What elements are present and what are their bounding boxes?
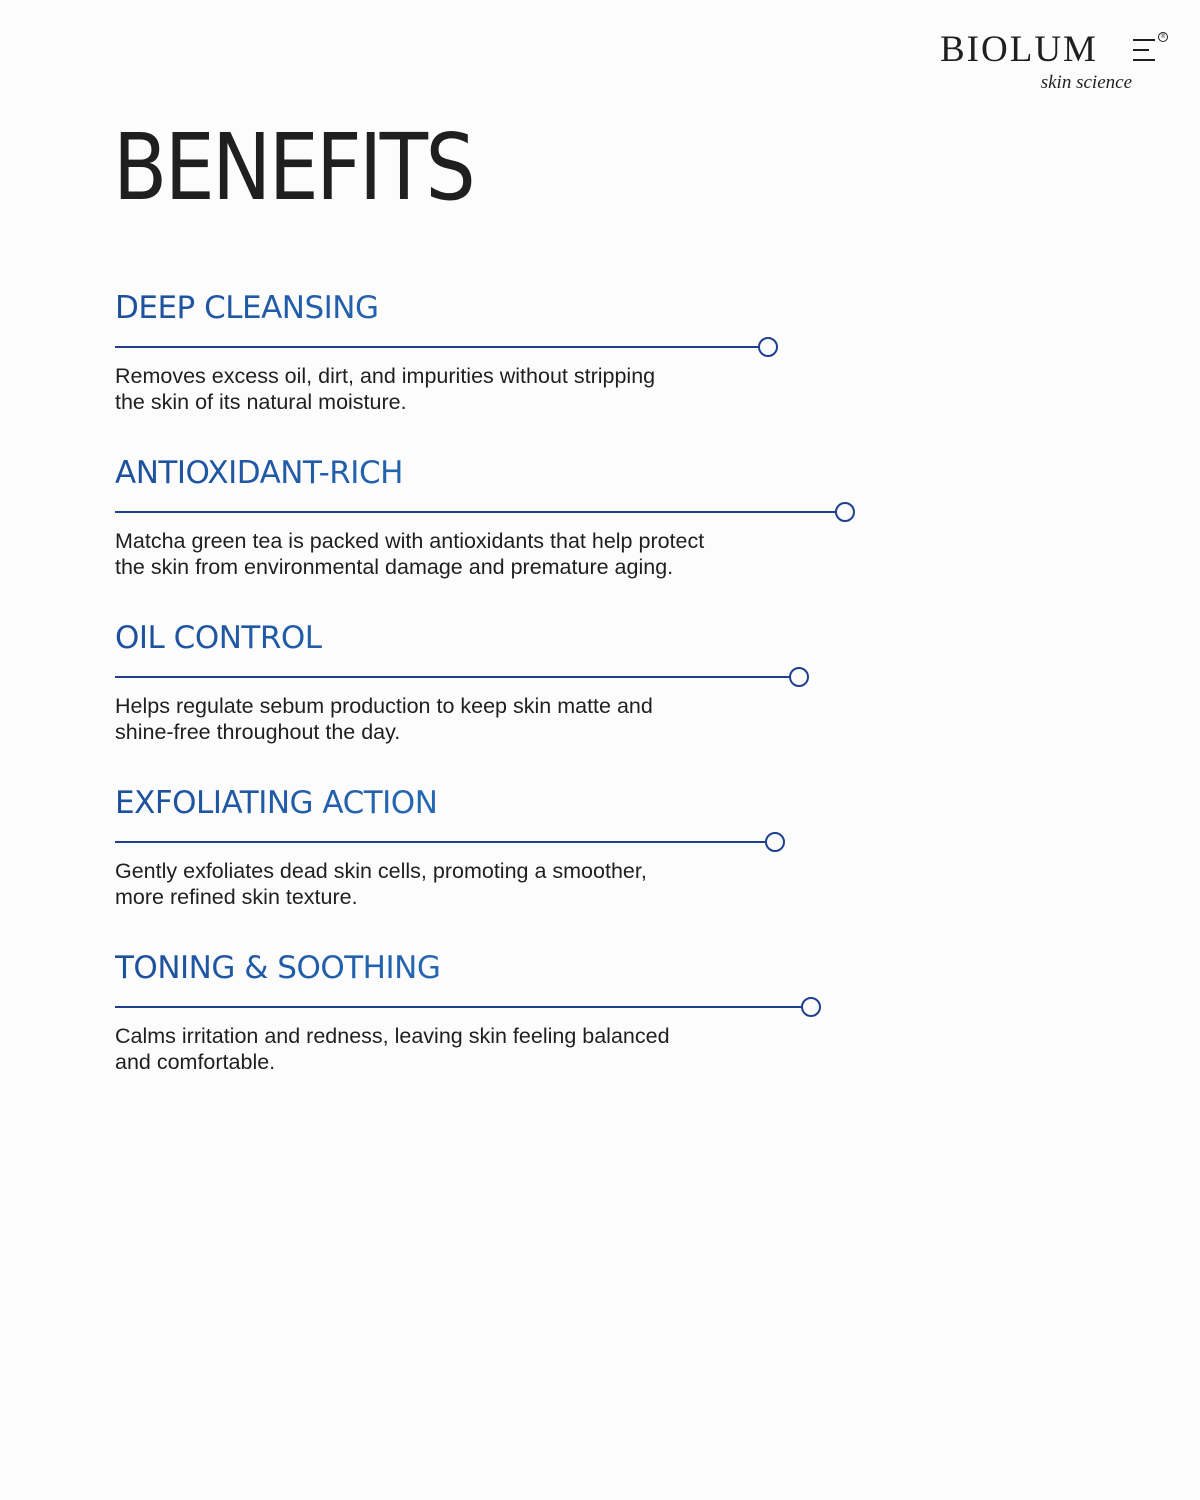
benefit-divider: [115, 502, 704, 522]
benefit-divider: [115, 667, 653, 687]
benefit-description-line: and comfortable.: [115, 1050, 276, 1074]
benefit-description-line: more refined skin texture.: [115, 885, 358, 909]
brand-logo: [940, 30, 1170, 100]
benefit-description-line: Helps regulate sebum production to keep skin matte and: [115, 694, 653, 718]
divider-circle-icon: [758, 337, 778, 357]
benefit-heading: EXFOLIATING ACTION: [115, 785, 647, 821]
benefit-heading: OIL CONTROL: [115, 620, 653, 656]
benefit-description-line: the skin of its natural moisture.: [115, 390, 407, 414]
divider-circle-icon: [789, 667, 809, 687]
benefit-description: [115, 1023, 670, 1075]
brand-tagline: skin science: [1040, 72, 1132, 93]
brand-name: BIOLUM: [940, 29, 1098, 70]
benefit-exfoliating-action: [115, 785, 647, 910]
benefit-divider: [115, 997, 670, 1017]
benefit-description: [115, 858, 647, 910]
divider-circle-icon: [765, 832, 785, 852]
page-title: BENEFITS: [113, 114, 474, 221]
benefit-divider: [115, 832, 647, 852]
benefit-antioxidant-rich: [115, 455, 704, 580]
benefit-description-line: Gently exfoliates dead skin cells, promoting a smoother,: [115, 859, 647, 883]
benefit-description-line: Calms irritation and redness, leaving skin feeling balanced: [115, 1024, 670, 1048]
benefit-description-line: Removes excess oil, dirt, and impurities without stripping: [115, 364, 656, 388]
benefit-heading: DEEP CLEANSING: [115, 290, 655, 326]
benefit-description-line: Matcha green tea is packed with antioxidants that help protect: [115, 529, 705, 553]
registered-mark: ®: [1158, 32, 1168, 42]
benefit-oil-control: [115, 620, 653, 745]
divider-circle-icon: [801, 997, 821, 1017]
benefit-heading: ANTIOXIDANT-RICH: [115, 455, 704, 491]
benefit-deep-cleansing: [115, 290, 655, 415]
benefit-heading: TONING & SOOTHING: [115, 950, 670, 986]
benefit-toning-soothing: [115, 950, 670, 1075]
benefit-divider: [115, 337, 655, 357]
benefit-description-line: shine-free throughout the day.: [115, 720, 401, 744]
divider-circle-icon: [835, 502, 855, 522]
logo-e-mark: [1133, 39, 1155, 63]
benefit-description: [115, 693, 653, 745]
benefit-description: [115, 363, 655, 415]
benefit-description-line: the skin from environmental damage and premature aging.: [115, 555, 674, 579]
benefit-description: [115, 528, 704, 580]
